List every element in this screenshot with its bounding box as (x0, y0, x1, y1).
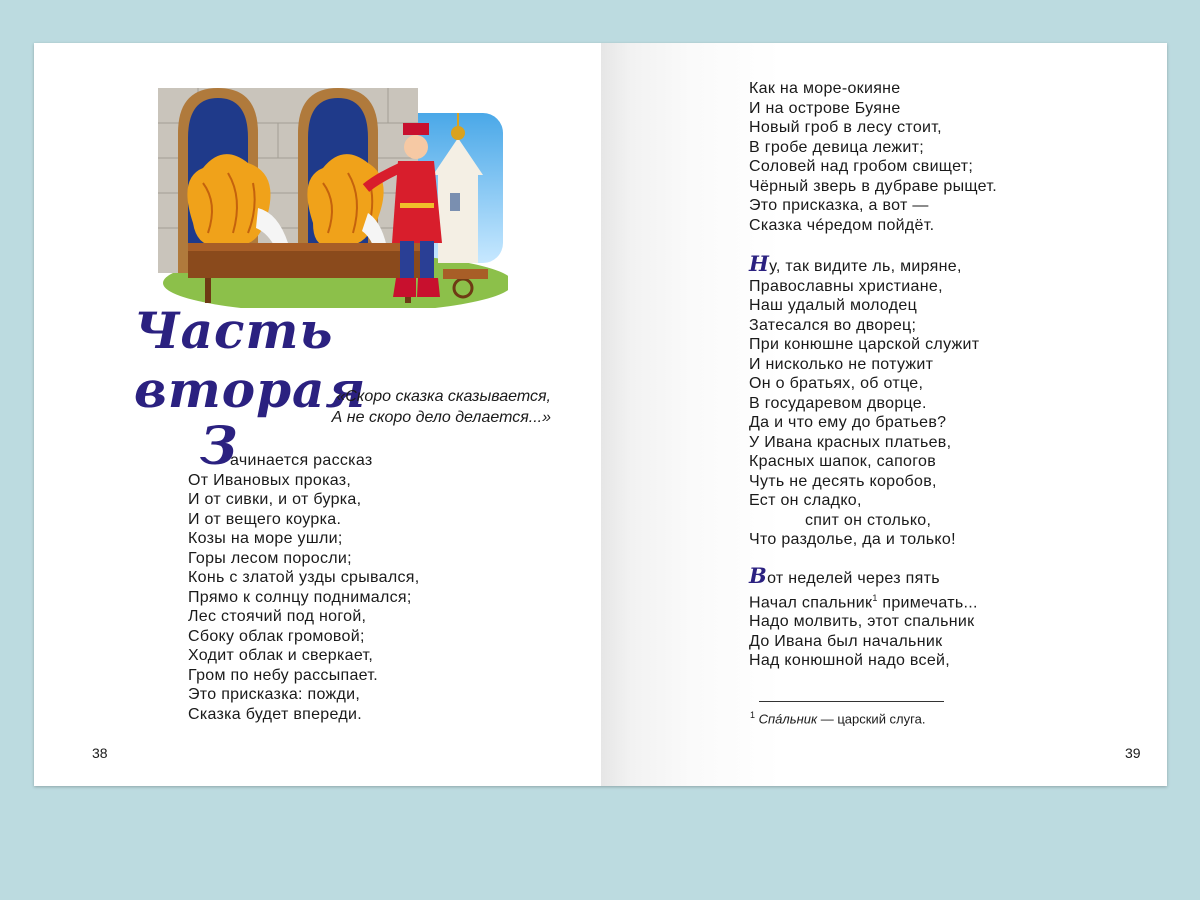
verse-line: И нисколько не потужит (749, 355, 934, 373)
footnote-mark: 1 (750, 710, 756, 720)
verse-line: Ест он сладко, (749, 492, 862, 509)
verse-line: Наш удалый молодец (749, 297, 918, 314)
verse-line: Надо молвить, этот спальник (749, 613, 975, 631)
verse-line: Как на море-окияне (749, 80, 901, 97)
verse-line: В гробе девица лежит; (749, 138, 925, 156)
dropcap-letter: Н (749, 251, 770, 276)
verse-line: Что раздолье, да и только! (749, 531, 956, 548)
verse-line: Сказка чéредом пойдёт. (749, 216, 935, 234)
verse-line: ачинается рассказ (230, 452, 373, 469)
verse-line: Соловей над гробом свищет; (749, 158, 974, 175)
stanza-1 (749, 79, 997, 235)
verse-line: Православны христиане, (749, 277, 943, 295)
verse-line: Чёрный зверь в дубраве рыщет. (749, 177, 997, 195)
verse-line: Сбоку облак громовой; (188, 627, 365, 645)
footnote (750, 710, 925, 726)
verse-line: Над конюшной надо всей, (749, 652, 951, 670)
verse-line: Он о братьях, об отце, (749, 375, 924, 392)
verse-line: Горы лесом поросли; (188, 549, 352, 567)
verse-text: Начал спальник (749, 593, 873, 611)
verse-line: Новый гроб в лесу стоит, (749, 119, 942, 136)
verse-line: Это присказка, а вот — (749, 197, 929, 214)
verse-line: Красных шапок, сапогов (749, 453, 937, 470)
verse-line: Сказка будет впереди. (188, 705, 362, 723)
verse-line: От Ивановых проказ, (188, 471, 352, 489)
verse-line: При конюшне царской служит (749, 336, 980, 353)
verse-line: В государевом дворце. (749, 394, 927, 412)
verse-line: У Ивана красных платьев, (749, 433, 952, 451)
verse-line: Это присказка: пожди, (188, 686, 361, 703)
part-heading: Часть вторая (134, 301, 367, 419)
page-number: 39 (1125, 745, 1141, 761)
open-book (34, 43, 1167, 786)
epigraph-line: А не скоро дело делается...» (331, 409, 551, 426)
verse-line (749, 251, 979, 277)
verse-line: И от вещего коурка. (188, 510, 342, 528)
verse-line: И на острове Буяне (749, 99, 901, 117)
verse-line (749, 563, 978, 589)
right-page (601, 43, 1167, 786)
left-verse (188, 451, 419, 724)
verse-line: Затесался во дворец; (749, 316, 917, 334)
footnote-ref[interactable]: 1 (872, 592, 878, 603)
verse-text: у, так видите ль, миряне, (769, 258, 962, 275)
verse-line: Ходит облак и сверкает, (188, 647, 374, 664)
footnote-term: Спáльник (758, 711, 818, 727)
stanza-2 (749, 251, 980, 550)
verse-line: Лес стоячий под ногой, (188, 608, 367, 625)
footnote-divider (759, 701, 944, 702)
left-page (34, 43, 601, 786)
stanza-3 (749, 563, 978, 671)
stable-illustration (138, 83, 508, 308)
verse-line: Прямо к солнцу поднимался; (188, 588, 412, 606)
footnote-text: — царский слуга. (817, 711, 926, 727)
verse-line: Гром по небу рассыпает. (188, 666, 378, 684)
verse-text: примечать... (877, 593, 978, 611)
verse-line: И от сивки, и от бурка, (188, 491, 362, 508)
verse-line: Да и что ему до братьев? (749, 414, 947, 431)
epigraph (332, 386, 551, 428)
page-number: 38 (92, 745, 108, 761)
verse-line (749, 589, 978, 613)
verse-line: Чуть не десять коробов, (749, 472, 937, 490)
verse-line: Козы на море ушли; (188, 530, 343, 547)
epigraph-line: «Скоро сказка сказывается, (336, 388, 551, 405)
verse-line: спит он столько, (805, 511, 932, 529)
dropcap-letter: З (200, 416, 238, 477)
verse-line: До Ивана был начальник (749, 632, 943, 650)
dropcap-letter: В (749, 563, 768, 588)
verse-line: Конь с златой узды срывался, (188, 569, 420, 586)
verse-text: от неделей через пять (767, 570, 940, 587)
